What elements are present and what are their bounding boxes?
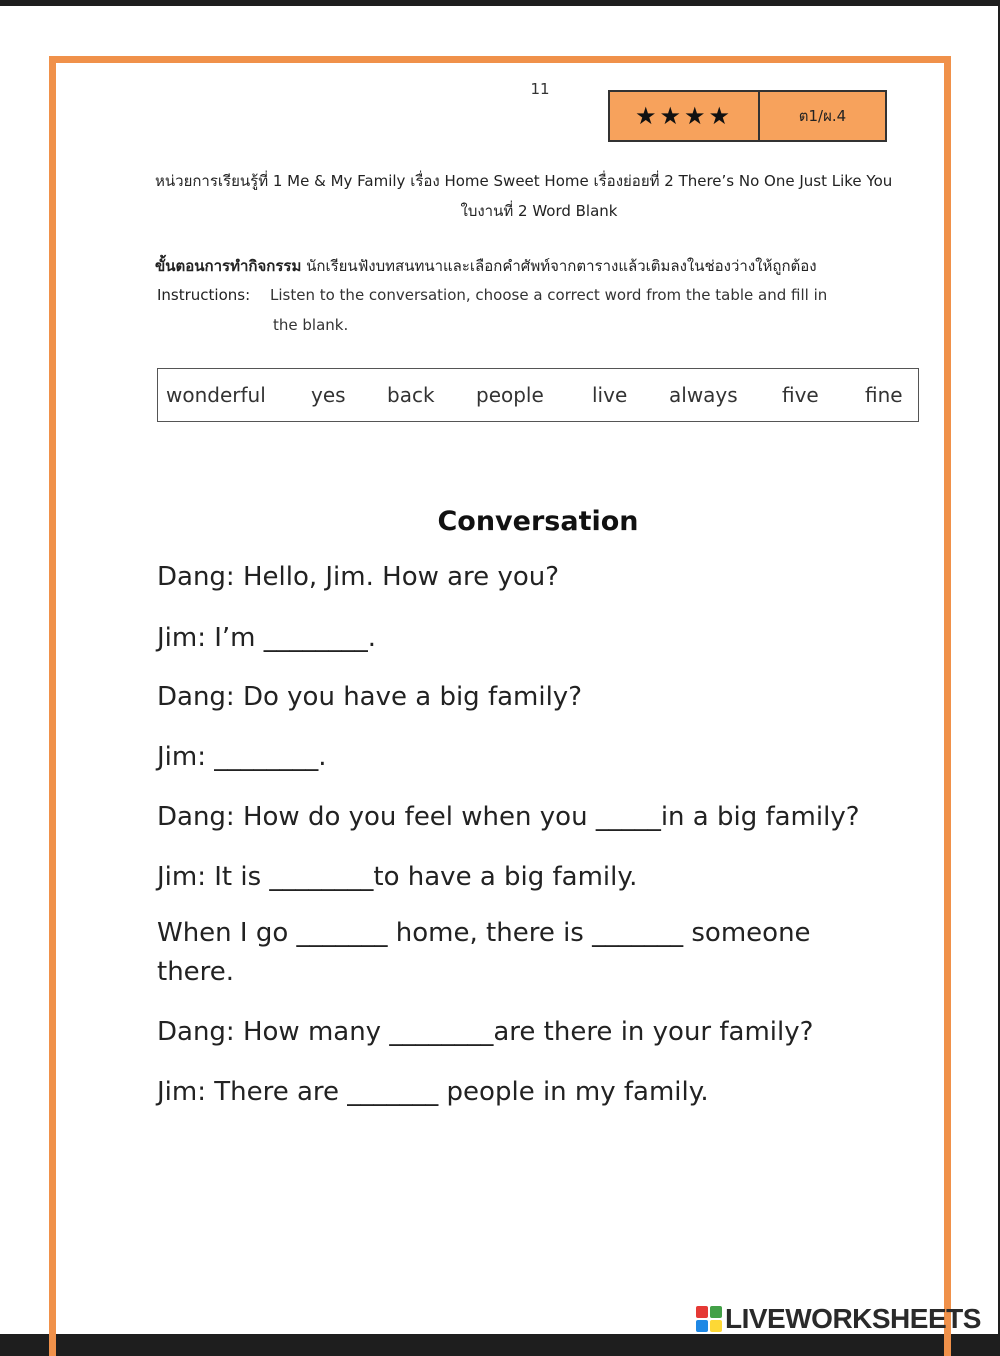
instructions-label: Instructions: bbox=[157, 286, 251, 304]
word-bank-item: yes bbox=[311, 383, 346, 407]
steps-label: ขั้นตอนการทำกิจกรรม bbox=[155, 257, 302, 275]
worksheet-title: ใบงานที่ 2 Word Blank bbox=[460, 202, 618, 220]
conversation-line: there. bbox=[157, 957, 235, 987]
word-bank-item: fine bbox=[865, 383, 903, 407]
conversation-title: Conversation bbox=[437, 506, 639, 537]
unit-heading: หน่วยการเรียนรู้ที่ 1 Me & My Family เรื่อง Home Sweet Home เรื่องย่อยที่ 2 There’s No One Just Like You bbox=[155, 172, 893, 190]
star-rating: ★★★★ bbox=[610, 92, 760, 140]
word-bank-item: people bbox=[476, 383, 544, 407]
worksheet-page bbox=[0, 6, 998, 1334]
logo-square-red bbox=[696, 1306, 708, 1318]
class-level: ต1/ผ.4 bbox=[798, 107, 847, 125]
instructions-text-line2: the blank. bbox=[273, 316, 349, 334]
conversation-line: Jim: I’m ________. bbox=[157, 623, 377, 653]
instructions-text-line1: Listen to the conversation, choose a correct word from the table and fill in bbox=[270, 286, 828, 304]
conversation-line: Jim: It is ________to have a big family. bbox=[157, 862, 638, 892]
word-bank-item: live bbox=[592, 383, 628, 407]
conversation-line: Dang: Do you have a big family? bbox=[157, 682, 582, 712]
logo-text: LIVEWORKSHEETS bbox=[725, 1303, 981, 1334]
word-bank bbox=[157, 368, 919, 422]
conversation-line: When I go _______ home, there is _______ someone bbox=[157, 918, 811, 948]
level-badge bbox=[608, 90, 887, 142]
word-bank-item: back bbox=[387, 383, 435, 407]
liveworksheets-logo bbox=[696, 1304, 981, 1334]
steps-text: นักเรียนฟังบทสนทนาและเลือกคำศัพท์จากตารางแล้วเติมลงในช่องว่างให้ถูกต้อง bbox=[306, 257, 817, 275]
logo-square-yellow bbox=[710, 1320, 722, 1332]
activity-steps bbox=[155, 254, 915, 278]
conversation-line: Dang: How do you feel when you _____in a big family? bbox=[157, 802, 860, 832]
word-bank-item: always bbox=[669, 383, 738, 407]
conversation-line: Jim: ________. bbox=[157, 742, 327, 772]
logo-icon bbox=[696, 1306, 722, 1332]
logo-square-blue bbox=[696, 1320, 708, 1332]
word-bank-item: five bbox=[782, 383, 819, 407]
conversation-line: Dang: Hello, Jim. How are you? bbox=[157, 562, 560, 592]
page-number: 11 bbox=[530, 80, 550, 98]
conversation-line: Jim: There are _______ people in my family. bbox=[157, 1077, 709, 1107]
word-bank-item: wonderful bbox=[166, 383, 266, 407]
conversation-line: Dang: How many ________are there in your family? bbox=[157, 1017, 814, 1047]
logo-square-green bbox=[710, 1306, 722, 1318]
